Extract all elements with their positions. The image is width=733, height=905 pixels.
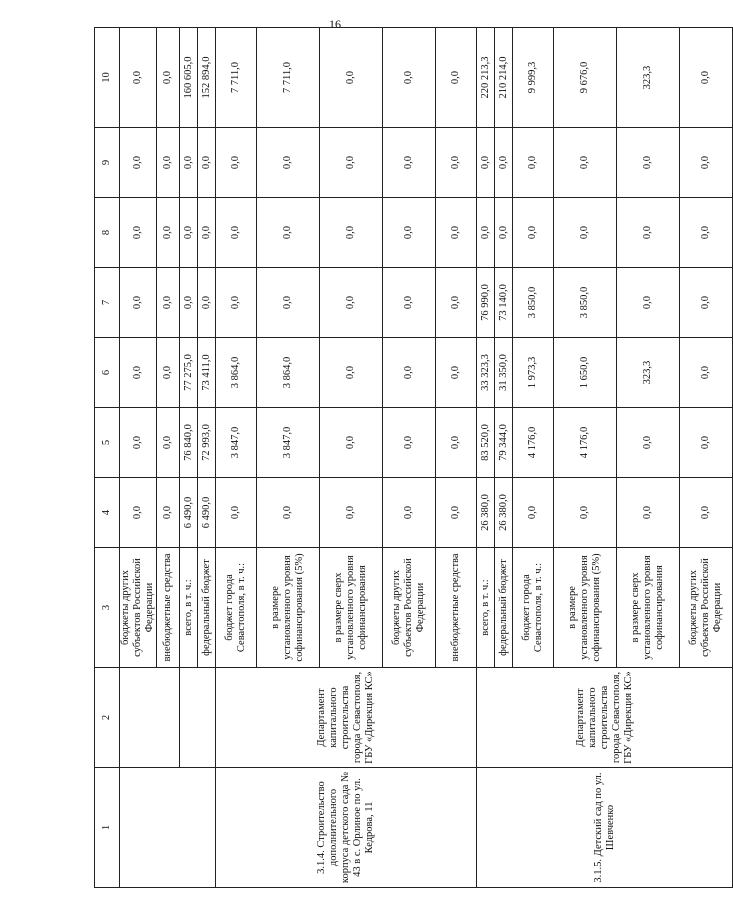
value-cell: 0,0: [320, 478, 383, 548]
value-cell: 0,0: [436, 128, 477, 198]
header-cell: 9: [95, 128, 120, 198]
value-cell: 0,0: [617, 128, 680, 198]
header-cell: 7: [95, 268, 120, 338]
value-cell: 0,0: [157, 478, 180, 548]
value-cell: 3 850,0: [554, 268, 617, 338]
page-number: 16: [329, 17, 341, 31]
value-cell: 77 275,0: [180, 338, 198, 408]
header-cell: 1: [95, 768, 120, 888]
value-cell: 323,3: [617, 338, 680, 408]
value-cell: 0,0: [157, 268, 180, 338]
header-cell: 8: [95, 198, 120, 268]
value-cell: 1 650,0: [554, 338, 617, 408]
table-row: [216, 28, 257, 888]
table-row: [477, 28, 495, 888]
value-cell: 0,0: [180, 198, 198, 268]
value-cell: 6 490,0: [180, 478, 198, 548]
source-label: бюджет города Севастополя, в т. ч.:: [513, 548, 554, 668]
value-cell: 3 864,0: [257, 338, 320, 408]
value-cell: 7 711,0: [257, 28, 320, 128]
source-label: в размере сверх установленного уровня софинансирования: [320, 548, 383, 668]
value-cell: 0,0: [120, 28, 157, 128]
value-cell: 0,0: [198, 268, 216, 338]
value-cell: 0,0: [216, 128, 257, 198]
source-label: бюджеты других субъектов Российской Федерации: [680, 548, 733, 668]
value-cell: 4 176,0: [554, 408, 617, 478]
header-cell: 5: [95, 408, 120, 478]
value-cell: 0,0: [680, 338, 733, 408]
value-cell: 73 140,0: [495, 268, 513, 338]
value-cell: 3 847,0: [257, 408, 320, 478]
source-label: бюджет города Севастополя, в т. ч.:: [216, 548, 257, 668]
value-cell: 26 380,0: [495, 478, 513, 548]
value-cell: 0,0: [198, 128, 216, 198]
value-cell: 0,0: [320, 128, 383, 198]
value-cell: 0,0: [320, 408, 383, 478]
source-label: в размере установленного уровня софинансирования (5%): [257, 548, 320, 668]
value-cell: 0,0: [180, 268, 198, 338]
value-cell: 72 993,0: [198, 408, 216, 478]
value-cell: 76 990,0: [477, 268, 495, 338]
executor-cell-empty: [120, 668, 180, 768]
value-cell: 0,0: [257, 478, 320, 548]
value-cell: 0,0: [513, 478, 554, 548]
value-cell: 6 490,0: [198, 478, 216, 548]
value-cell: 0,0: [383, 268, 436, 338]
value-cell: 0,0: [495, 198, 513, 268]
value-cell: 3 864,0: [216, 338, 257, 408]
value-cell: 0,0: [680, 408, 733, 478]
value-cell: 0,0: [383, 28, 436, 128]
value-cell: 0,0: [617, 478, 680, 548]
item-3-1-4-executor: Департамент капитального строительства города Севастополя, ГБУ «Дирекция КС»: [216, 668, 477, 768]
value-cell: 79 344,0: [495, 408, 513, 478]
value-cell: 0,0: [216, 268, 257, 338]
value-cell: 0,0: [180, 128, 198, 198]
value-cell: 210 214,0: [495, 28, 513, 128]
source-label: всего, в т. ч.:: [477, 548, 495, 668]
value-cell: 0,0: [320, 198, 383, 268]
value-cell: 160 605,0: [180, 28, 198, 128]
value-cell: 9 999,3: [513, 28, 554, 128]
source-label: федеральный бюджет: [495, 548, 513, 668]
source-label: внебюджетные средства: [436, 548, 477, 668]
value-cell: 0,0: [157, 198, 180, 268]
source-label: внебюджетные средства: [157, 548, 180, 668]
source-label: бюджеты других субъектов Российской Федерации: [383, 548, 436, 668]
value-cell: 0,0: [120, 338, 157, 408]
value-cell: 0,0: [554, 478, 617, 548]
source-label: в размере установленного уровня софинансирования (5%): [554, 548, 617, 668]
value-cell: 3 850,0: [513, 268, 554, 338]
value-cell: 0,0: [257, 128, 320, 198]
executor-cell-empty: [180, 668, 216, 768]
value-cell: 0,0: [436, 338, 477, 408]
value-cell: 0,0: [436, 408, 477, 478]
value-cell: 0,0: [436, 198, 477, 268]
value-cell: 152 894,0: [198, 28, 216, 128]
value-cell: 0,0: [680, 198, 733, 268]
value-cell: 0,0: [257, 268, 320, 338]
value-cell: 83 520,0: [477, 408, 495, 478]
funding-table: [94, 28, 724, 888]
value-cell: 0,0: [436, 268, 477, 338]
table-row: [120, 28, 157, 888]
header-cell: 6: [95, 338, 120, 408]
source-label: бюджеты других субъектов Российской Федерации: [120, 548, 157, 668]
value-cell: 0,0: [554, 128, 617, 198]
value-cell: 0,0: [120, 408, 157, 478]
value-cell: 0,0: [477, 128, 495, 198]
header-cell: 2: [95, 668, 120, 768]
value-cell: 73 411,0: [198, 338, 216, 408]
source-label: федеральный бюджет: [198, 548, 216, 668]
value-cell: 0,0: [157, 408, 180, 478]
item-name-cell-empty: [120, 768, 216, 888]
value-cell: 1 973,3: [513, 338, 554, 408]
value-cell: 0,0: [157, 338, 180, 408]
value-cell: 4 176,0: [513, 408, 554, 478]
value-cell: 0,0: [257, 198, 320, 268]
value-cell: 0,0: [120, 128, 157, 198]
header-row: [95, 28, 120, 888]
funding-table-grid: [94, 27, 733, 888]
item-3-1-5-executor: Департамент капитального строительства города Севастополя, ГБУ «Дирекция КС»: [477, 668, 733, 768]
value-cell: 3 847,0: [216, 408, 257, 478]
value-cell: 0,0: [383, 198, 436, 268]
value-cell: 0,0: [383, 338, 436, 408]
value-cell: 0,0: [680, 268, 733, 338]
value-cell: 0,0: [383, 128, 436, 198]
header-cell: 4: [95, 478, 120, 548]
value-cell: 0,0: [157, 28, 180, 128]
value-cell: 76 840,0: [180, 408, 198, 478]
value-cell: 0,0: [320, 268, 383, 338]
value-cell: 0,0: [617, 408, 680, 478]
value-cell: 0,0: [320, 28, 383, 128]
value-cell: 0,0: [383, 478, 436, 548]
value-cell: 0,0: [157, 128, 180, 198]
value-cell: 0,0: [198, 198, 216, 268]
value-cell: 33 323,3: [477, 338, 495, 408]
value-cell: 0,0: [120, 198, 157, 268]
value-cell: 26 380,0: [477, 478, 495, 548]
value-cell: 0,0: [680, 128, 733, 198]
value-cell: 0,0: [513, 198, 554, 268]
value-cell: 0,0: [554, 198, 617, 268]
value-cell: 0,0: [495, 128, 513, 198]
value-cell: 323,3: [617, 28, 680, 128]
item-3-1-5-name: 3.1.5. Детский сад по ул. Шевченко: [477, 768, 733, 888]
value-cell: 0,0: [680, 28, 733, 128]
source-label: всего, в т. ч.:: [180, 548, 198, 668]
value-cell: 0,0: [477, 198, 495, 268]
value-cell: 0,0: [513, 128, 554, 198]
header-cell: 3: [95, 548, 120, 668]
header-cell: 10: [95, 28, 120, 128]
value-cell: 0,0: [216, 478, 257, 548]
value-cell: 9 676,0: [554, 28, 617, 128]
source-label: в размере сверх установленного уровня софинансирования: [617, 548, 680, 668]
value-cell: 0,0: [617, 268, 680, 338]
table-row: [180, 28, 198, 888]
value-cell: 0,0: [436, 478, 477, 548]
value-cell: 31 350,0: [495, 338, 513, 408]
value-cell: 7 711,0: [216, 28, 257, 128]
value-cell: 0,0: [436, 28, 477, 128]
value-cell: 0,0: [383, 408, 436, 478]
value-cell: 0,0: [680, 478, 733, 548]
value-cell: 0,0: [120, 478, 157, 548]
value-cell: 0,0: [120, 268, 157, 338]
value-cell: 0,0: [617, 198, 680, 268]
value-cell: 220 213,3: [477, 28, 495, 128]
item-3-1-4-name: 3.1.4. Строительство дополнительного корпуса детского сада № 43 в с. Орлиное по ул. Кедрова, 11: [216, 768, 477, 888]
value-cell: 0,0: [320, 338, 383, 408]
value-cell: 0,0: [216, 198, 257, 268]
